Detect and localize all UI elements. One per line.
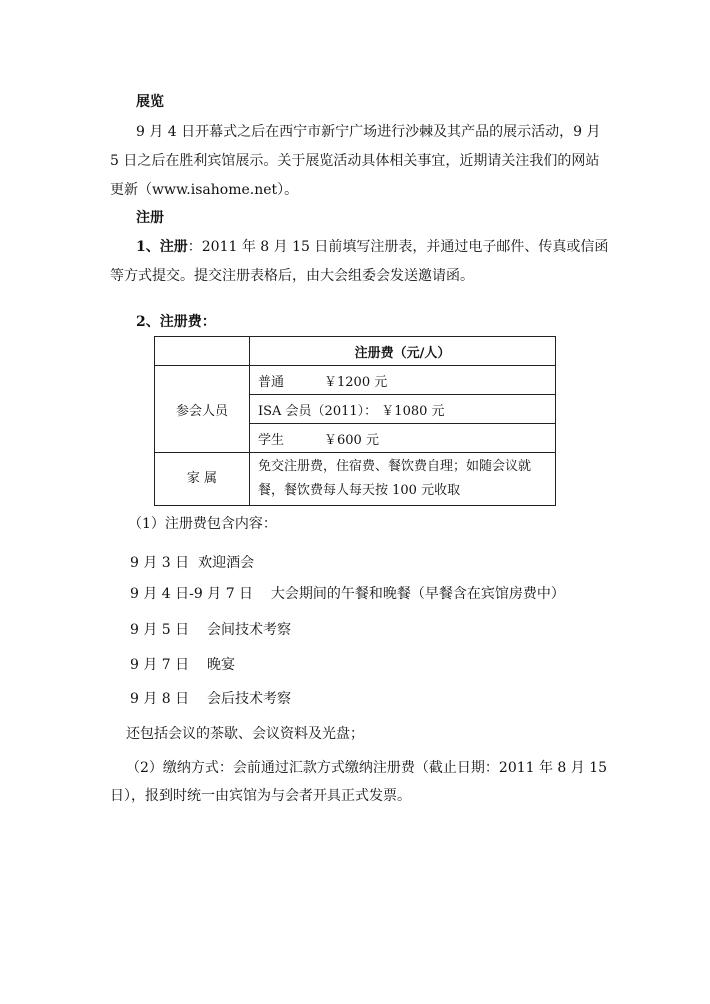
fee-type: ISA 会员（2011）： [258,403,378,419]
includes-item-2 [130,584,565,604]
table-corner-cell [155,337,250,366]
registration-fee-table [154,336,556,506]
includes-date: 9 月 4 日-9 月 7 日 [130,586,254,602]
registration-heading: 注册 [136,210,164,226]
family-label-cell: 家 属 [155,453,250,506]
includes-desc: 会后技术考察 [206,691,291,707]
family-fee-line-1: 免交注册费，住宿费、餐饮费自理；如随会议就 [258,459,532,474]
includes-desc: 会间技术考察 [206,622,291,638]
fee-amount: ￥600 元 [324,432,379,448]
fee-amount: ￥1200 元 [324,374,388,390]
fee-amount: ￥1080 元 [381,403,445,419]
registration-fee-heading: 2、注册费： [136,314,216,330]
includes-item-3 [130,620,291,640]
exhibition-line-1: 9 月 4 日开幕式之后在西宁市新宁广场进行沙棘及其产品的展示活动，9 月 [136,124,601,140]
exhibition-heading: 展览 [136,94,164,110]
exhibition-line-2: 5 日之后在胜利宾馆展示。关于展览活动具体相关事宜，近期请关注我们的网站 [110,153,600,169]
registration-item-1 [136,237,608,257]
fee-cell-student [250,424,556,453]
includes-item-5 [130,689,291,709]
fee-cell-regular [250,366,556,395]
payment-line-2: 日），报到时统一由宾馆为与会者开具正式发票。 [110,788,411,804]
includes-item-4 [130,655,235,675]
includes-desc: 欢迎酒会 [198,555,255,571]
includes-desc: 晚宴 [206,657,235,673]
includes-desc: 大会期间的午餐和晚餐（早餐含在宾馆房费中） [270,586,565,602]
exhibition-line-3: 更新（www.isahome.net）。 [110,182,299,198]
includes-date: 9 月 5 日 [130,622,190,638]
participants-label-cell: 参会人员 [155,366,250,453]
includes-extra: 还包括会议的茶歇、会议资料及光盘； [126,726,364,742]
fee-header-cell: 注册费（元/人） [250,337,556,366]
fee-type: 学生 [258,432,285,448]
table-row [155,453,556,506]
table-row [155,366,556,395]
includes-date: 9 月 3 日 [130,555,190,571]
family-fee-cell [250,453,556,506]
family-fee-line-2: 餐，餐饮费每人每天按 100 元收取 [258,483,461,498]
payment-line-1: （2）缴纳方式：会前通过汇款方式缴纳注册费（截止日期：2011 年 8 月 15 [126,760,608,776]
fee-type: 普通 [258,374,285,390]
includes-item-1 [130,553,254,573]
includes-title: （1）注册费包含内容： [128,516,277,532]
registration-item-1-line-2: 等方式提交。提交注册表格后，由大会组委会发送邀请函。 [110,268,474,284]
includes-date: 9 月 7 日 [130,657,190,673]
registration-item-1-label: 1、注册 [136,239,188,255]
includes-date: 9 月 8 日 [130,691,190,707]
table-row [155,337,556,366]
fee-cell-member [250,395,556,424]
registration-item-1-text: ：2011 年 8 月 15 日前填写注册表，并通过电子邮件、传真或信函 [187,239,609,255]
